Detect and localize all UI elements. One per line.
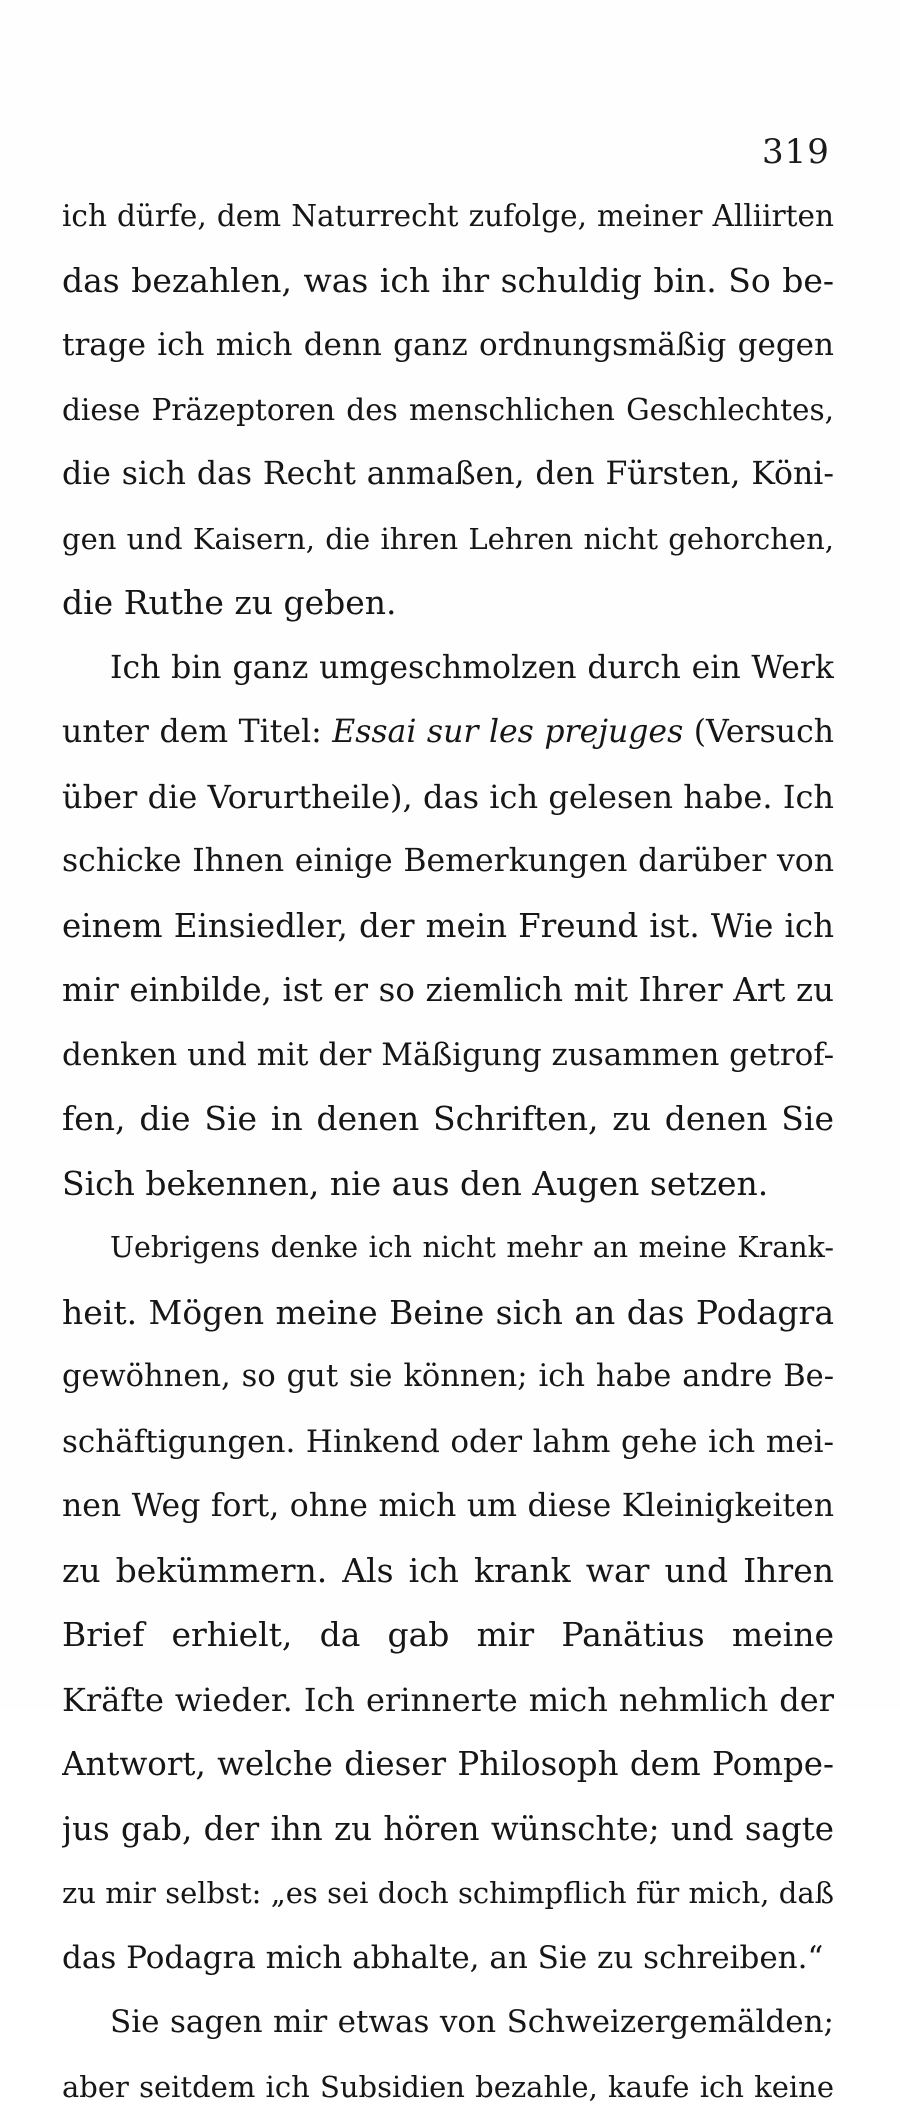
text-line: mir einbilde, ist er so ziemlich mit Ihrer Art zu — [62, 958, 834, 1023]
text-line: Kräfte wieder. Ich erinnerte mich nehmlich der — [62, 1668, 834, 1733]
text-line: denken und mit der Mäßigung zusammen getrof- — [62, 1023, 834, 1088]
text-line: trage ich mich denn ganz ordnungsmäßig gegen — [62, 313, 834, 378]
paragraph-2 — [62, 636, 834, 1217]
text-line: jus gab, der ihn zu hören wünschte; und sagte — [62, 1797, 834, 1862]
text-line: heit. Mögen meine Beine sich an das Podagra — [62, 1281, 834, 1346]
text-line: fen, die Sie in denen Schriften, zu denen Sie — [62, 1087, 834, 1152]
text-line: zu bekümmern. Als ich krank war und Ihren — [62, 1539, 834, 1604]
text-line: die Ruthe zu geben. — [62, 571, 834, 636]
text-line: Uebrigens denke ich nicht mehr an meine Krank- — [62, 1216, 834, 1281]
text-line: gewöhnen, so gut sie können; ich habe andre Be- — [62, 1345, 834, 1410]
text-line: das Podagra mich abhalte, an Sie zu schreiben.“ — [62, 1926, 834, 1991]
text-line: Sie sagen mir etwas von Schweizergemälden; — [62, 1990, 834, 2055]
text-line — [62, 700, 834, 765]
page-number: 319 — [762, 132, 830, 172]
text-line: zu mir selbst: „es sei doch schimpflich für mich, daß — [62, 1861, 834, 1926]
text-line: Sich bekennen, nie aus den Augen setzen. — [62, 1152, 834, 1217]
line-text-segment: unter dem Titel: — [62, 714, 332, 750]
line-text-segment: (Versuch — [683, 714, 834, 750]
text-line: Brief erhielt, da gab mir Panätius meine — [62, 1603, 834, 1668]
text-line: schäftigungen. Hinkend oder lahm gehe ich mei- — [62, 1410, 834, 1475]
text-line: nen Weg fort, ohne mich um diese Kleinigkeiten — [62, 1474, 834, 1539]
paragraph-1 — [62, 184, 834, 636]
paragraph-4 — [62, 1990, 834, 2119]
body-text — [62, 184, 834, 2119]
text-line: ich dürfe, dem Naturrecht zufolge, meiner Alliirten — [62, 184, 834, 249]
text-line: einem Einsiedler, der mein Freund ist. Wie ich — [62, 894, 834, 959]
text-line: aber seitdem ich Subsidien bezahle, kaufe ich keine — [62, 2055, 834, 2119]
text-line: schicke Ihnen einige Bemerkungen darüber von — [62, 829, 834, 894]
text-line: diese Präzeptoren des menschlichen Geschlechtes, — [62, 378, 834, 443]
paragraph-3 — [62, 1216, 834, 1990]
text-line: das bezahlen, was ich ihr schuldig bin. So be- — [62, 249, 834, 314]
text-line: Antwort, welche dieser Philosoph dem Pompe- — [62, 1732, 834, 1797]
book-title-italic: Essai sur les prejuges — [332, 714, 683, 750]
text-line: Ich bin ganz umgeschmolzen durch ein Werk — [62, 636, 834, 701]
text-line: gen und Kaisern, die ihren Lehren nicht gehorchen, — [62, 507, 834, 572]
text-line: die sich das Recht anmaßen, den Fürsten, Köni- — [62, 442, 834, 507]
text-line: über die Vorurtheile), das ich gelesen habe. Ich — [62, 765, 834, 830]
